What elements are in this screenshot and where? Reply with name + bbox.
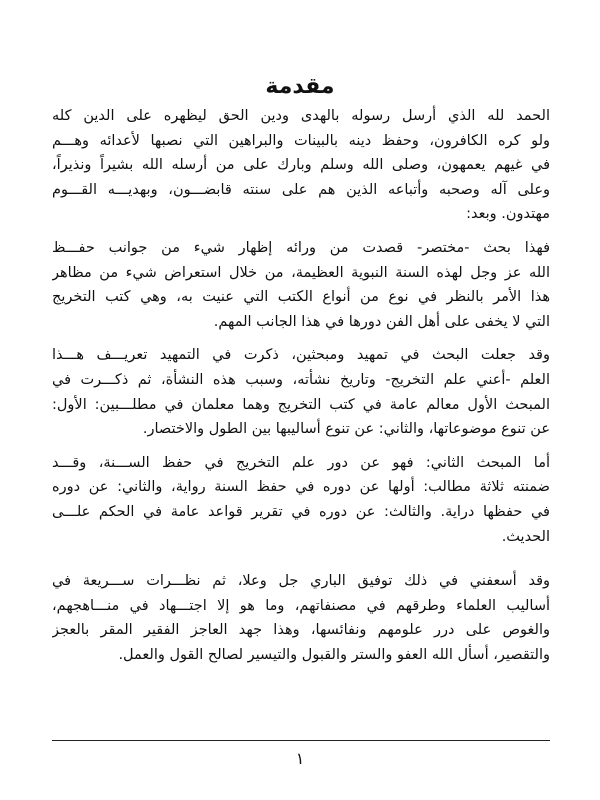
text-line: المبحث الأول معالم عامة في كتب التخريج وهما معلمان في مطلـــبين: الأول:: [52, 396, 550, 413]
text-line: الحديث.: [501, 528, 550, 545]
text-line: أساليب العلماء وطرقهم في مصنفاتهم، وما هو إلا اجتـــهاد في منـــاهجهم،: [52, 597, 550, 614]
text-line: الحمد لله الذي أرسل رسوله بالهدى ودين الحق ليظهره على الدين كله: [52, 108, 550, 124]
text-line: هذا الأمر بالنظر في نوع من أنواع الكتب التي عنيت به، وهي كتب التخريج: [52, 289, 550, 306]
paragraph-second-section: [52, 451, 550, 549]
text-line: وعلى آله وصحبه وأتباعه الذين هم على سنته قابضـــون، وبهديـــه القـــوم: [52, 181, 550, 198]
paragraph-opening: [52, 104, 550, 227]
document-body: [52, 104, 550, 667]
text-line: ضمنته ثلاثة مطالب: أولها عن دوره في حفظ السنة رواية، والثاني: عن دوره: [52, 479, 550, 496]
text-line: التي لا يخفى على أهل الفن دورها في هذا الجانب المهم.: [213, 313, 550, 330]
paragraph-closing: [52, 569, 550, 667]
text-line: وقد أسعفني في ذلك توفيق الباري جل وعلا، ثم نظـــرات ســـريعة في: [52, 573, 550, 590]
text-line: الله عز وجل لهذه السنة النبوية العظيمة، من خلال استعراض شيء من مظاهر: [52, 264, 550, 281]
text-line: فهذا بحث -مختصر- قصدت من ورائه إظهار شيء من جوانب حفـــظ: [52, 239, 550, 256]
page-title: مقدمة: [265, 74, 335, 99]
paragraph-purpose: [52, 236, 550, 334]
text-line: وقد جعلت البحث في تمهيد ومبحثين، ذكرت في التمهيد تعريـــف هـــذا: [52, 347, 550, 364]
footer-divider: [52, 740, 550, 741]
text-line: أما المبحث الثاني: فهو عن دور علم التخريج في حفظ الســـنة، وقـــد: [52, 454, 550, 471]
text-line: والتقصير، أسأل الله العفو والستر والقبول والتيسير لصالح القول والعمل.: [118, 646, 550, 663]
text-line: عن تنوع موضوعاتها، والثاني: عن تنوع أساليبها بين الطول والاختصار.: [142, 421, 550, 438]
text-line: في غيهم يعمهون، وصلى الله وسلم وبارك على من أرسله الله بشيراً ونذيراً،: [52, 157, 550, 174]
text-line: في حفظها دراية. والثالث: عن دوره في تقرير قواعد عامة في الحكم علـــى: [52, 503, 550, 520]
text-line: مهتدون. وبعد:: [466, 206, 550, 223]
text-line: والغوص على درر علومهم ونفائسها، وهذا جهد العاجز الفقير المقر بالعجز: [52, 622, 550, 639]
paragraph-structure: [52, 343, 550, 441]
text-line: العلم -أعني علم التخريج- وتاريخ نشأته، وسبب هذه النشأة، ثم ذكـــرت في: [52, 371, 550, 388]
text-line: ولو كره الكافرون، وحفظ دينه بالبينات والبراهين التي نصبها لأعدائه وهـــم: [52, 132, 550, 149]
page-number: ١: [295, 749, 305, 768]
